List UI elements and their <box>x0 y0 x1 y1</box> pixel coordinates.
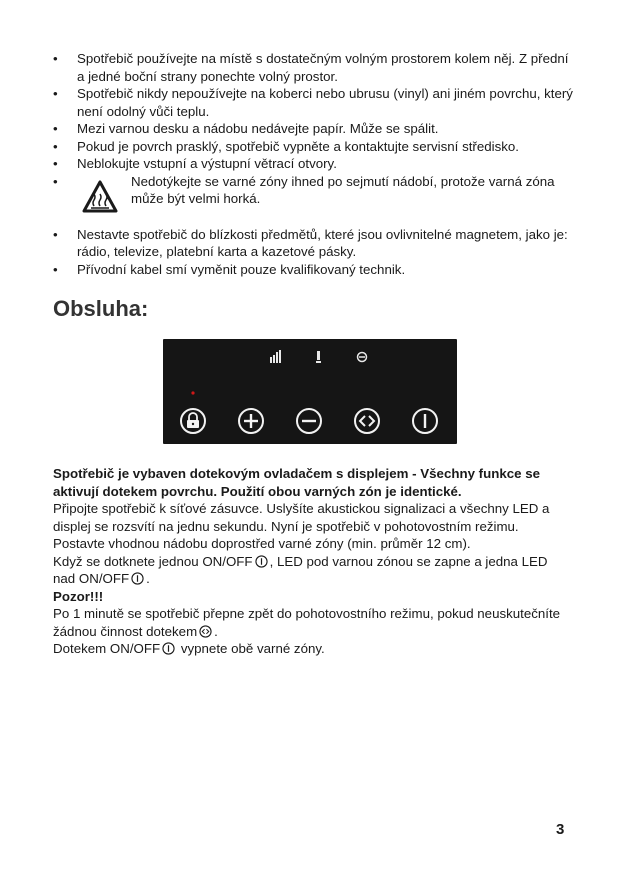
list-item: • Spotřebič používejte na místě s dostatečným volným prostorem kolem něj. Z přední a jedné boční strany ponechte volný prostor. <box>53 51 569 84</box>
paragraph: Po 1 minutě se spotřebič přepne zpět do pohotovostního režimu, pokud neuskutečníte žádnou činnost dotekem . <box>53 606 561 639</box>
section-title: Obsluha: <box>53 296 149 321</box>
hot-surface-warning-icon <box>81 179 119 215</box>
list-item: • Neblokujte vstupní a výstupní větrací otvory. <box>53 156 337 171</box>
select-icon <box>199 625 212 638</box>
select-button[interactable] <box>355 409 379 433</box>
power-level-icon <box>270 350 281 363</box>
control-panel-image <box>163 339 457 444</box>
paragraph: Dotekem ON/OFF vypnete obě varné zóny. <box>53 641 325 656</box>
list-item: • Nestavte spotřebič do blízkosti předmětů, které jsou ovlivnitelné magnetem, jako je: rádio, televize, platební karta a kazetové pásky. <box>53 226 568 259</box>
list-item: • Spotřebič nikdy nepoužívejte na koberci nebo ubrusu (vinyl) ani jiném povrchu, který není odolný vůči teplu. <box>53 86 573 119</box>
zone-icon <box>358 353 367 362</box>
power-button[interactable] <box>413 409 437 433</box>
list-item: • Přívodní kabel smí vyměnit pouze kvalifikovaný technik. <box>53 261 406 277</box>
safety-bullet-list <box>53 50 573 278</box>
power-icon <box>131 572 144 585</box>
minus-button[interactable] <box>297 409 321 433</box>
warning-list-item: • Nedotýkejte se varné zóny ihned po sejmutí nádobí, protože varná zóna může být velmi horká. <box>53 173 573 226</box>
caution-heading: Pozor!!! <box>53 588 104 604</box>
operation-instructions <box>53 465 573 658</box>
paragraph: Když se dotknete jednou ON/OFF , LED pod varnou zónou se zapne a jedna LED nad ON/OFF . <box>53 553 548 586</box>
paragraph: Připojte spotřebič k síťové zásuvce. Uslyšíte akustickou signalizaci a všechny LED a displej se rozsvítí na jednu sekundu. Nyní je spotřebič v pohotovostním režimu. Postavte vhodnou nádobu doprostřed varné zóny (min. průměr 12 cm). <box>53 501 550 551</box>
list-item: • Pokud je povrch prasklý, spotřebič vypněte a kontaktujte servisní středisko. <box>53 138 519 154</box>
led-indicator <box>191 391 194 394</box>
intro-paragraph: Spotřebič je vybaven dotekovým ovladačem s displejem - Všechny funkce se aktivují dotekem povrchu. Použití obou varných zón je identické. <box>53 466 541 499</box>
lock-button[interactable] <box>181 409 205 433</box>
plus-button[interactable] <box>239 409 263 433</box>
list-item: • Mezi varnou desku a nádobu nedávejte papír. Může se spálit. <box>53 121 439 136</box>
power-icon <box>255 555 268 568</box>
page-number: 3 <box>556 821 565 838</box>
timer-icon <box>316 351 321 363</box>
power-icon <box>162 642 175 655</box>
